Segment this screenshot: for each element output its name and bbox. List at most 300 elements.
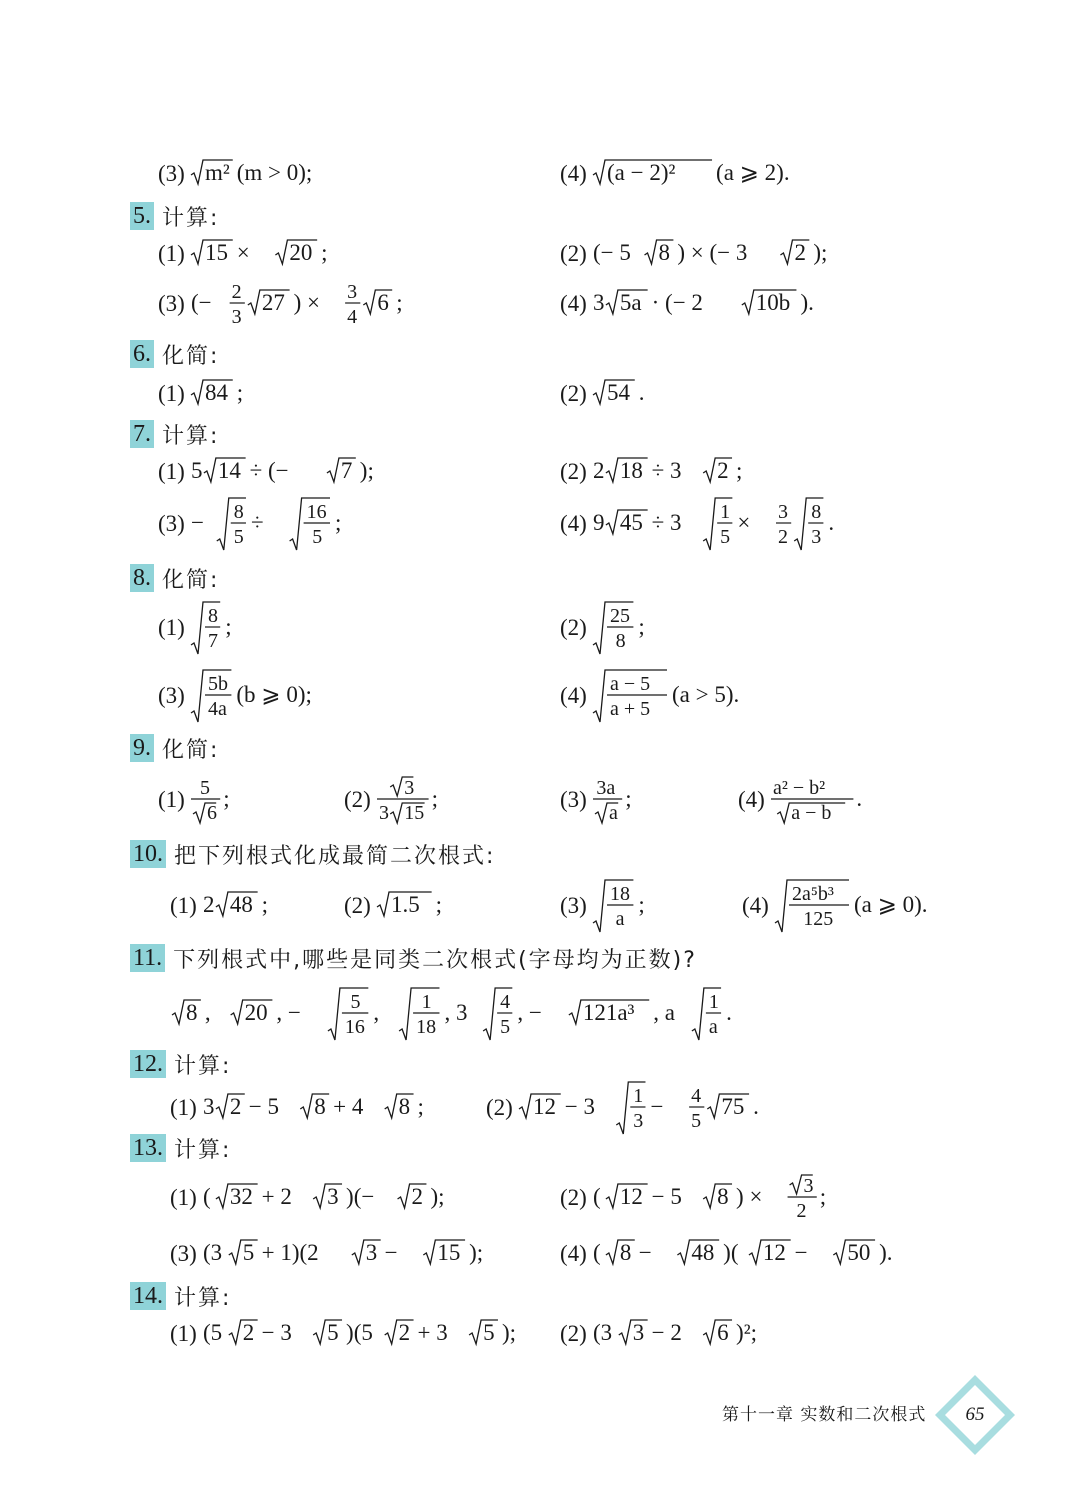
math-text: ; <box>334 510 342 535</box>
exercise-item <box>170 1222 499 1286</box>
numerator: 3 <box>404 777 415 799</box>
math-text: + 4 <box>332 1094 364 1119</box>
math-text: ; <box>431 786 438 811</box>
question-title: 计算: <box>174 1285 232 1311</box>
math-expression <box>591 142 836 206</box>
radicand: (a − 2)² <box>606 160 676 185</box>
radicand: 8 <box>398 1094 411 1119</box>
math-text: (3 <box>592 1320 612 1345</box>
item-label: (2) <box>560 241 587 266</box>
math-text: . <box>856 786 862 811</box>
item-label: (1) <box>158 459 185 484</box>
question-title: 把下列根式化成最简二次根式: <box>174 843 496 869</box>
item-label: (2) <box>560 381 587 406</box>
math-text: ); <box>359 458 374 483</box>
question-number: 10. <box>130 840 166 868</box>
math-text: 3 <box>592 290 605 315</box>
denominator: 5 <box>233 526 244 548</box>
exercise-item <box>560 362 656 426</box>
item-label: (4) <box>560 683 587 708</box>
denominator: 16 <box>344 1016 365 1038</box>
math-text: ; <box>417 1094 424 1119</box>
denominator: 5 <box>312 526 323 548</box>
radicand: 54 <box>606 380 630 405</box>
numerator: 1 <box>719 501 730 523</box>
exercise-row <box>0 596 1082 660</box>
math-text: 9 <box>592 510 605 535</box>
denominator: 18 <box>416 1016 437 1038</box>
denominator: 3 <box>633 1110 644 1132</box>
math-expression <box>201 1222 499 1286</box>
radicand: 48 <box>229 892 253 917</box>
math-expression <box>189 768 241 832</box>
question-header <box>130 560 219 596</box>
math-text: 3 <box>202 1094 215 1119</box>
numerator: 2 <box>231 281 242 303</box>
exercise-item <box>560 1302 779 1366</box>
radicand: 6 <box>377 290 389 315</box>
numerator: 8 <box>233 501 244 523</box>
math-expression <box>769 768 874 832</box>
math-expression <box>201 1076 435 1140</box>
question-title: 下列根式中,哪些是同类二次根式(字母均为正数)? <box>173 947 697 973</box>
exercise-item <box>158 596 243 660</box>
exercise-item <box>738 768 874 832</box>
exercise-item <box>344 768 449 832</box>
exercise-item <box>560 492 846 556</box>
math-text: 2 <box>592 458 605 483</box>
math-text: ( <box>202 1184 211 1209</box>
math-text: )(5 <box>345 1320 373 1345</box>
math-text: − <box>190 510 204 535</box>
numerator: 1 <box>708 991 719 1013</box>
math-text: ÷ (− <box>249 458 289 483</box>
radicand: 2 <box>398 1320 411 1345</box>
math-text: , − <box>517 1000 542 1025</box>
math-text: ; <box>225 614 232 639</box>
math-text: ); <box>468 1240 483 1265</box>
math-expression <box>189 664 357 728</box>
numerator: 8 <box>811 501 822 523</box>
math-expression <box>189 492 352 556</box>
math-text: (m > 0); <box>236 160 313 185</box>
item-label: (1) <box>170 1185 197 1210</box>
item-label: (1) <box>170 1095 197 1120</box>
math-expression <box>517 1076 770 1140</box>
exercise-item <box>158 362 254 426</box>
item-label: (2) <box>344 787 371 812</box>
radicand: 8 <box>186 1000 198 1025</box>
math-expression <box>189 362 254 426</box>
radicand: 2 <box>716 458 729 483</box>
item-label: (1) <box>158 241 185 266</box>
math-text: − <box>794 1240 808 1265</box>
exercise-item <box>170 1302 532 1366</box>
math-text: · (− 2 <box>651 290 703 315</box>
exercise-item <box>560 596 656 660</box>
math-text: . <box>828 510 834 535</box>
math-text: )( <box>722 1240 739 1265</box>
item-label: (3) <box>158 291 185 316</box>
item-label: (1) <box>170 893 197 918</box>
math-text: ) × <box>293 290 320 315</box>
denominator: 5 <box>500 1016 511 1038</box>
item-label: (4) <box>742 893 769 918</box>
radicand: 3 <box>632 1320 645 1345</box>
math-text: (a ⩾ 2). <box>715 160 790 185</box>
question-title: 计算: <box>174 1137 232 1163</box>
math-text: )²; <box>735 1320 757 1345</box>
math-text: ) × (− 3 <box>677 240 748 265</box>
math-text: ; <box>223 786 230 811</box>
exercise-row <box>0 142 1082 206</box>
math-text: ; <box>735 458 743 483</box>
item-label: (4) <box>560 291 587 316</box>
math-text: + 3 <box>417 1320 448 1345</box>
exercise-row <box>0 874 1082 938</box>
math-text: ; <box>625 786 632 811</box>
exercise-row <box>0 362 1082 426</box>
denominator-coefficient: 3 <box>378 802 389 824</box>
radicand: 14 <box>217 458 241 483</box>
math-text: (a ⩾ 0). <box>853 892 928 917</box>
math-text: − 2 <box>651 1320 682 1345</box>
radicand: 5 <box>326 1320 339 1345</box>
math-text: , a <box>653 1000 675 1025</box>
question-title: 计算: <box>162 205 220 231</box>
math-expression <box>591 874 656 938</box>
math-text: , <box>204 1000 211 1025</box>
math-expression <box>591 596 656 660</box>
math-text: , − <box>276 1000 301 1025</box>
item-label: (2) <box>560 615 587 640</box>
question-title: 计算: <box>162 423 220 449</box>
denominator: a + 5 <box>609 698 650 720</box>
item-label: (2) <box>560 1185 587 1210</box>
math-expression <box>375 768 449 832</box>
radicand: 32 <box>229 1184 253 1209</box>
math-text: )(− <box>345 1184 375 1209</box>
math-text: ; <box>320 240 328 265</box>
item-label: (3) <box>170 1241 197 1266</box>
numerator: 8 <box>207 605 218 627</box>
exercise-row <box>0 1302 1082 1366</box>
question-number: 7. <box>130 420 154 448</box>
math-text: (b ⩾ 0); <box>236 682 312 707</box>
denominator: a <box>608 802 618 824</box>
math-expression <box>591 1302 779 1366</box>
math-expression <box>189 596 243 660</box>
denominator: 8 <box>615 630 626 652</box>
math-text: ); <box>813 240 828 265</box>
math-text: ÷ 3 <box>651 458 682 483</box>
question-number: 5. <box>130 202 154 230</box>
question-number: 12. <box>130 1050 166 1078</box>
denominator: a − b <box>791 802 832 824</box>
radicand: 15 <box>437 1240 461 1265</box>
exercise-item <box>158 492 352 556</box>
exercise-item <box>158 768 241 832</box>
numerator: 3a <box>596 777 616 799</box>
item-label: (3) <box>158 683 185 708</box>
exercise-item <box>560 1166 837 1230</box>
math-text: (a > 5). <box>671 682 740 707</box>
radicand: 5a <box>619 290 642 315</box>
math-text: , <box>373 1000 380 1025</box>
radicand: 10b <box>755 290 791 315</box>
numerator: 2a⁵b³ <box>791 883 834 905</box>
item-label: (2) <box>344 893 371 918</box>
radicand: 8 <box>314 1094 326 1119</box>
numerator: 1 <box>633 1085 644 1107</box>
exercise-item <box>560 142 836 206</box>
item-label: (1) <box>170 1321 197 1346</box>
radicand: 48 <box>691 1240 715 1265</box>
exercise-row <box>0 768 1082 832</box>
numerator: 4 <box>690 1085 701 1107</box>
radicand: 2 <box>411 1184 423 1209</box>
item-label: (2) <box>486 1095 513 1120</box>
math-text: ; <box>819 1184 826 1209</box>
question-number: 14. <box>130 1282 166 1310</box>
question-title: 化简: <box>162 343 220 369</box>
radicand: 3 <box>326 1184 339 1209</box>
numerator: 5b <box>207 673 228 695</box>
math-text: ; <box>396 290 403 315</box>
math-text: ( <box>592 1240 601 1265</box>
radicand: 2 <box>242 1320 255 1345</box>
math-text: ); <box>501 1320 516 1345</box>
exercise-item <box>560 272 831 336</box>
question-number: 13. <box>130 1134 166 1162</box>
math-text: ( <box>592 1184 601 1209</box>
exercise-item <box>158 664 357 728</box>
math-text: × <box>737 510 751 535</box>
math-text: (5 <box>202 1320 222 1345</box>
item-label: (4) <box>560 1241 587 1266</box>
numerator: a − 5 <box>609 673 650 695</box>
radicand: 12 <box>762 1240 786 1265</box>
math-text: − <box>650 1094 664 1119</box>
math-expression <box>201 874 279 938</box>
exercise-item <box>158 272 414 336</box>
math-text: − 3 <box>261 1320 292 1345</box>
denominator: 4 <box>346 306 357 328</box>
radicand: 1.5 <box>390 892 420 917</box>
exercise-item <box>170 1166 461 1230</box>
radicand: 5 <box>482 1320 495 1345</box>
radicand: 18 <box>619 458 643 483</box>
page-number: 65 <box>965 1404 985 1425</box>
radicand: 7 <box>340 458 353 483</box>
radicand: 20 <box>244 1000 268 1025</box>
math-expression <box>591 768 643 832</box>
numerator: 16 <box>306 501 327 523</box>
chapter-footer: 第十一章 实数和二次根式 <box>722 1405 927 1425</box>
exercise-item <box>560 874 656 938</box>
radicand: 121a³ <box>582 1000 635 1025</box>
radicand: 5 <box>242 1240 255 1265</box>
item-label: (4) <box>738 787 765 812</box>
math-text: (− <box>190 290 212 315</box>
math-text: ; <box>236 380 243 405</box>
item-label: (1) <box>158 787 185 812</box>
question-number: 6. <box>130 340 154 368</box>
exercise-item <box>742 874 974 938</box>
item-label: (2) <box>560 459 587 484</box>
radicand: 50 <box>847 1240 871 1265</box>
math-expression <box>591 492 846 556</box>
math-expression <box>201 1302 532 1366</box>
numerator: a² − b² <box>772 777 825 799</box>
math-text: 2 <box>202 892 215 917</box>
item-label: (1) <box>158 615 185 640</box>
question-header <box>130 940 697 976</box>
exercise-item <box>170 1076 435 1140</box>
question-title: 计算: <box>174 1053 232 1079</box>
denominator: 4a <box>207 698 227 720</box>
numerator: 5 <box>199 777 210 799</box>
math-text: . <box>638 380 645 405</box>
exercise-item <box>560 664 792 728</box>
math-expression <box>170 982 743 1046</box>
question-number: 9. <box>130 734 154 762</box>
item-label: (3) <box>560 787 587 812</box>
denominator: 3 <box>231 306 242 328</box>
question-number: 8. <box>130 564 154 592</box>
numerator: 1 <box>421 991 432 1013</box>
radicand: 84 <box>204 380 228 405</box>
numerator: 3 <box>803 1175 814 1197</box>
denominator: 6 <box>206 802 217 824</box>
math-text: + 1)(2 <box>261 1240 319 1265</box>
math-text: (− 5 <box>592 240 631 265</box>
math-text: ÷ 3 <box>651 510 682 535</box>
radicand: 6 <box>716 1320 729 1345</box>
radicand: 45 <box>619 510 643 535</box>
radicand: 75 <box>721 1094 745 1119</box>
math-text: × <box>236 240 250 265</box>
math-text: ; <box>261 892 268 917</box>
exercise-item <box>486 1076 770 1140</box>
math-text: ; <box>435 892 442 917</box>
math-expression <box>375 874 453 938</box>
exercise-row <box>0 492 1082 556</box>
item-label: (2) <box>560 1321 587 1346</box>
exercise-item <box>170 874 279 938</box>
exercise-row <box>0 1076 1082 1140</box>
radicand: 2 <box>794 240 806 265</box>
math-expression <box>773 874 974 938</box>
radicand: 20 <box>289 240 313 265</box>
question-title: 化简: <box>162 737 220 763</box>
denominator: a <box>708 1016 718 1038</box>
denominator: 7 <box>207 630 218 652</box>
math-text: ). <box>800 290 814 315</box>
denominator: 2 <box>777 526 788 548</box>
radicand: 8 <box>716 1184 729 1209</box>
radicand: 12 <box>532 1094 556 1119</box>
exercise-item <box>560 1222 909 1286</box>
denominator: 3 <box>811 526 822 548</box>
exercise-item <box>344 874 453 938</box>
numerator: 3 <box>346 281 357 303</box>
exercise-row <box>0 664 1082 728</box>
math-text: ; <box>638 614 645 639</box>
math-expression <box>591 664 792 728</box>
item-label: (4) <box>560 511 587 536</box>
question-header <box>130 836 495 872</box>
math-text: . <box>726 1000 732 1025</box>
numerator: 5 <box>350 991 361 1013</box>
item-label: (4) <box>560 161 587 186</box>
denominator: 5 <box>719 526 730 548</box>
radicand: 27 <box>261 290 285 315</box>
math-text: 5 <box>190 458 203 483</box>
math-text: . <box>752 1094 759 1119</box>
math-text: ; <box>638 892 645 917</box>
radicand: 15 <box>204 240 228 265</box>
math-text: ÷ <box>250 510 264 535</box>
item-label: (3) <box>560 893 587 918</box>
radicand: 12 <box>619 1184 643 1209</box>
math-expression <box>189 272 414 336</box>
numerator: 4 <box>500 991 511 1013</box>
radicand: m² <box>204 160 230 185</box>
math-text: − 5 <box>651 1184 682 1209</box>
math-text: − <box>384 1240 398 1265</box>
denominator: 125 <box>803 908 834 930</box>
math-text: ) × <box>735 1184 763 1209</box>
radicand: 3 <box>365 1240 378 1265</box>
denominator: 5 <box>690 1110 701 1132</box>
math-text: ); <box>430 1184 445 1209</box>
denominator: 15 <box>404 802 425 824</box>
math-expression <box>591 272 831 336</box>
item-label: (3) <box>158 511 185 536</box>
denominator: a <box>615 908 625 930</box>
math-expression <box>189 142 357 206</box>
question-header <box>130 730 219 766</box>
exercise-item <box>158 142 357 206</box>
exercise-item <box>560 768 643 832</box>
math-text: , 3 <box>444 1000 468 1025</box>
numerator: 25 <box>609 605 630 627</box>
question-number: 11. <box>130 944 165 972</box>
exercise-row <box>0 272 1082 336</box>
math-text: − 3 <box>564 1094 595 1119</box>
math-text: − <box>638 1240 652 1265</box>
math-text: + 2 <box>261 1184 292 1209</box>
math-expression <box>201 1166 461 1230</box>
numerator: 3 <box>777 501 788 523</box>
math-expression <box>591 362 656 426</box>
item-label: (3) <box>158 161 185 186</box>
exercise-row <box>0 1222 1082 1286</box>
math-text: − 5 <box>248 1094 279 1119</box>
radicand: 8 <box>619 1240 632 1265</box>
math-expression <box>591 1222 909 1286</box>
question-title: 化简: <box>162 567 220 593</box>
exercise-item <box>170 982 743 1046</box>
exercise-row <box>0 1166 1082 1230</box>
item-label: (1) <box>158 381 185 406</box>
numerator: 18 <box>609 883 630 905</box>
math-text: (3 <box>202 1240 222 1265</box>
denominator: 2 <box>796 1200 807 1222</box>
radicand: 2 <box>229 1094 242 1119</box>
exercise-row <box>0 982 1082 1046</box>
